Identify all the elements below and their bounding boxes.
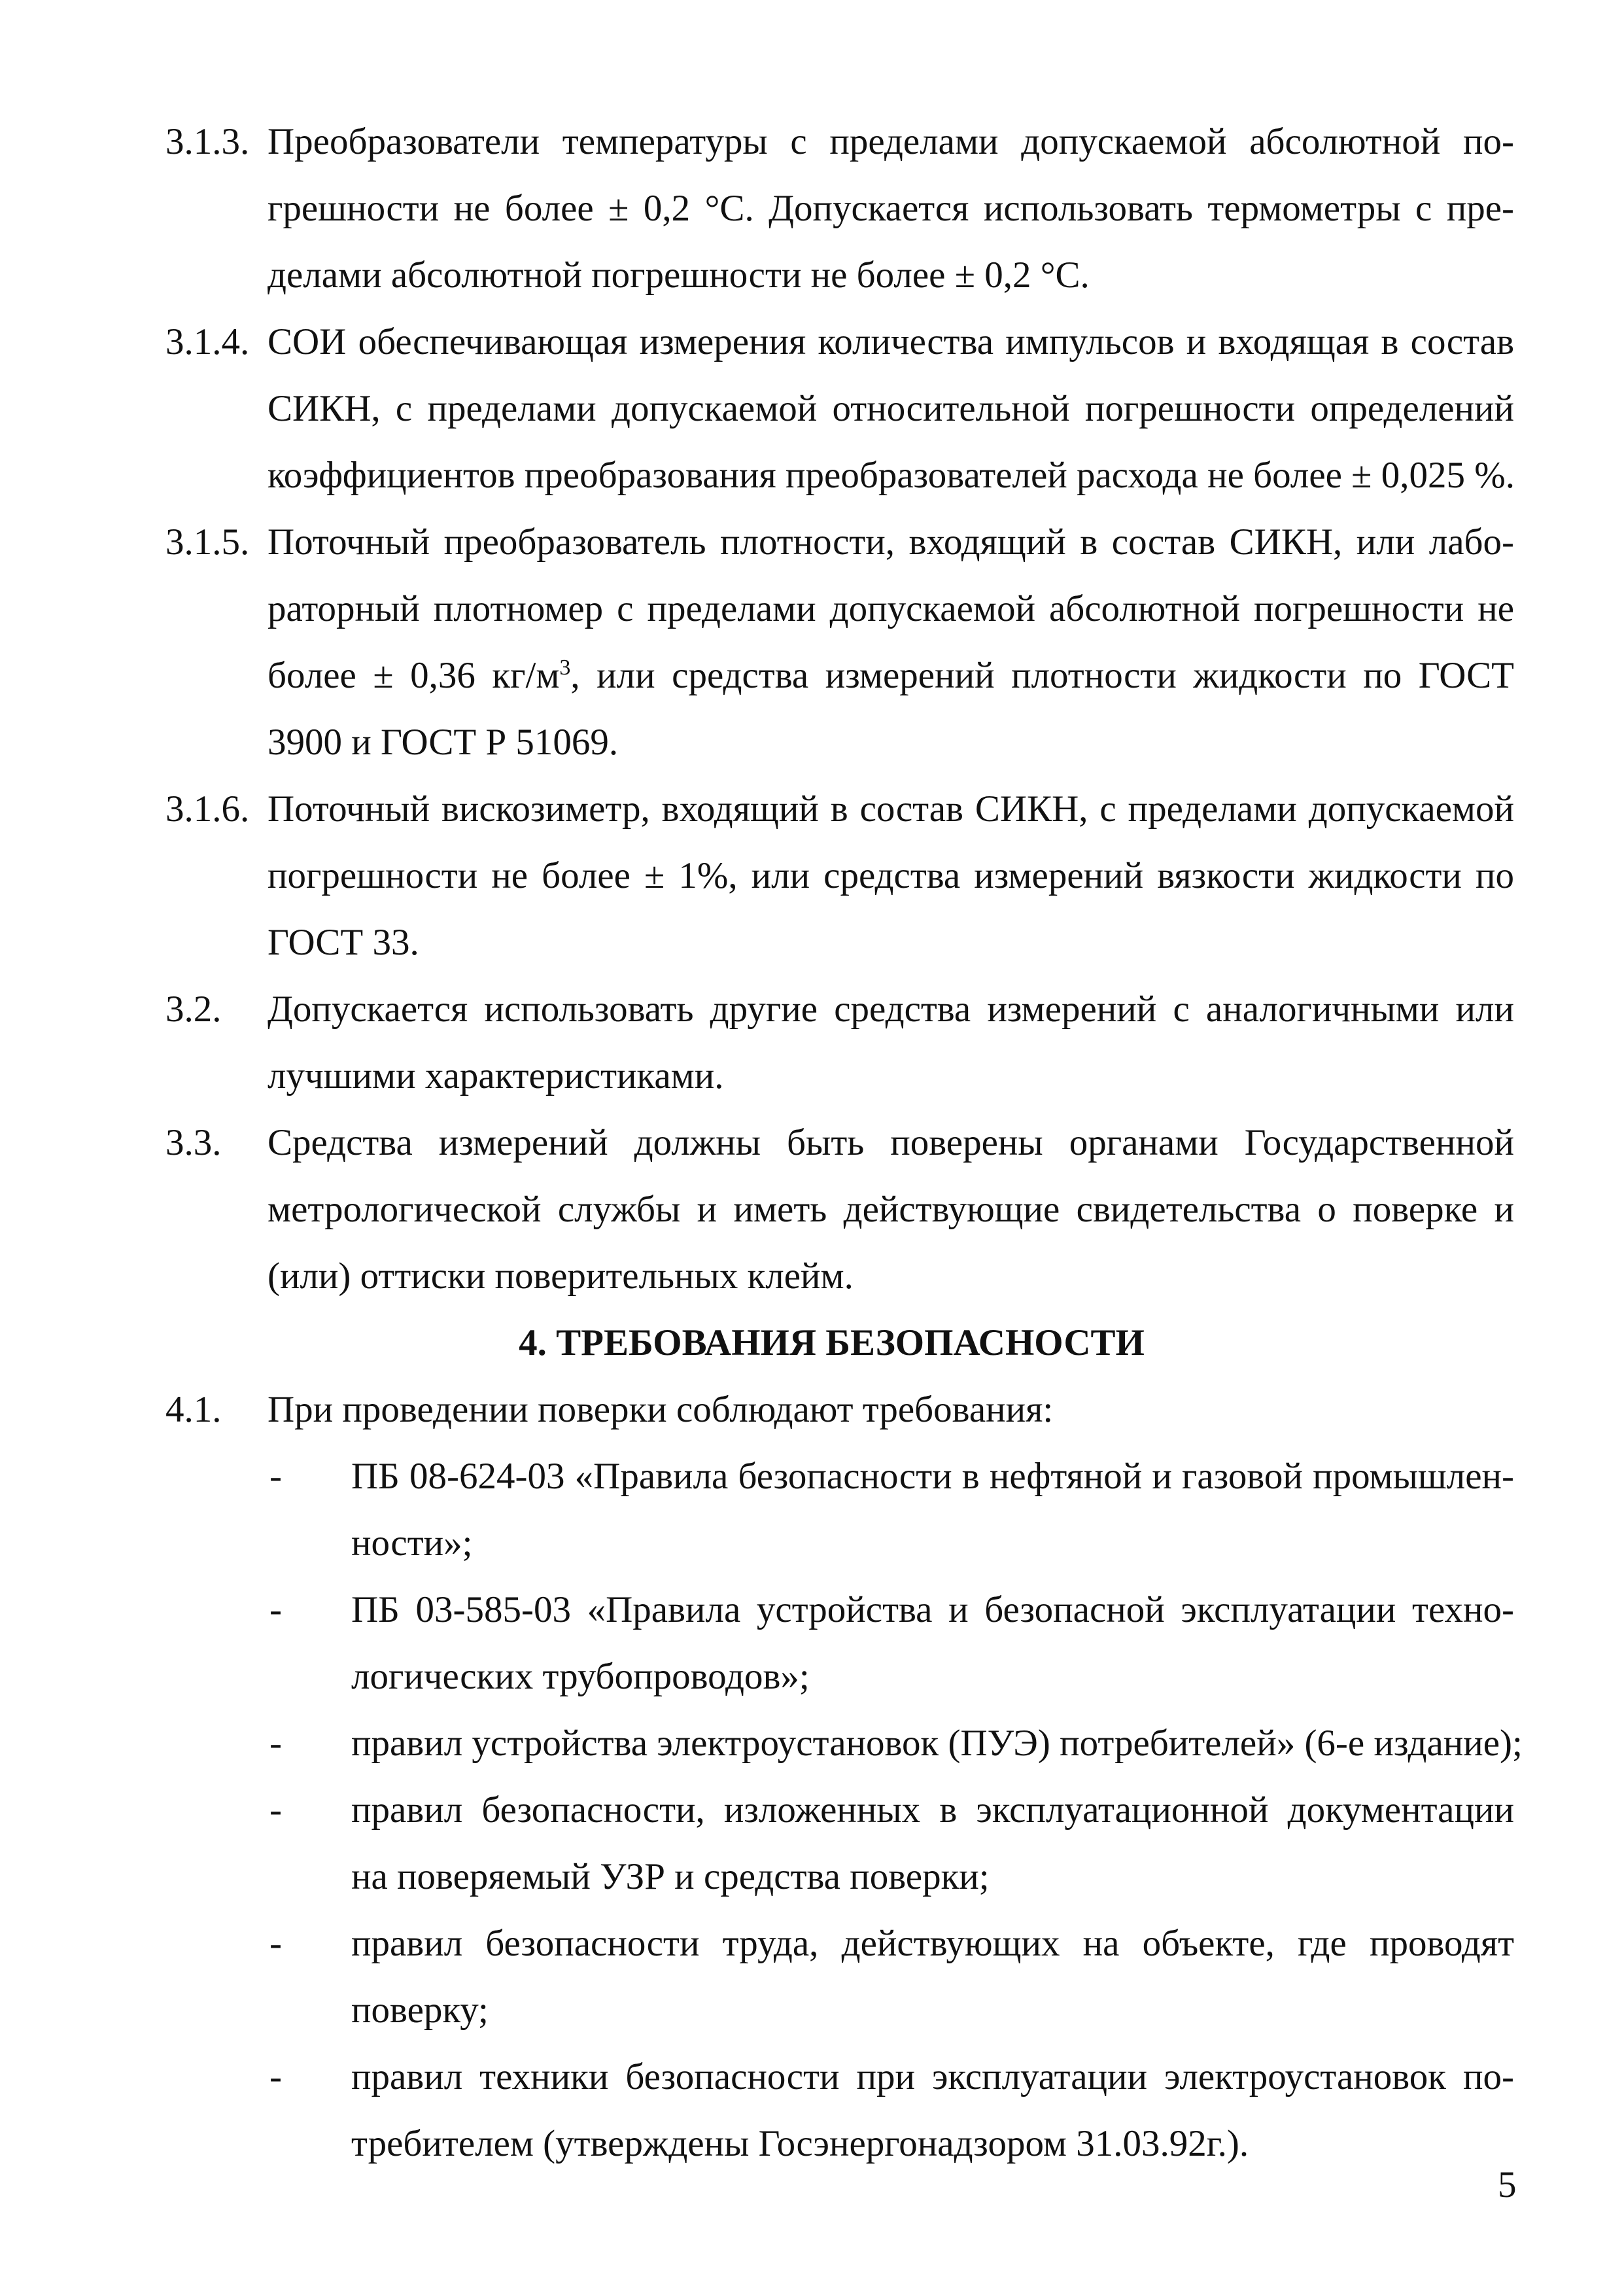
text-line: Поточный преобразователь плотности, входящий в состав СИКН, или лабо- <box>268 521 1514 563</box>
clause-3-1-3 <box>0 109 1624 309</box>
list-item <box>0 2044 1624 2177</box>
text-line: погрешности не более ± 1%, или средства измерений вязкости жидкости по <box>268 855 1514 896</box>
text-line: грешности не более ± 0,2 °С. Допускается использовать термометры с пре- <box>268 188 1514 229</box>
clause-number: 3.1.3. <box>165 121 250 162</box>
text-fragment: более ± 0,36 кг/м <box>268 655 560 696</box>
list-item <box>0 1777 1624 1910</box>
clause-number: 4.1. <box>165 1389 222 1430</box>
clause-3-1-4 <box>0 309 1624 509</box>
clause-number: 3.1.5. <box>165 521 250 563</box>
text-line: Поточный вискозиметр, входящий в состав СИКН, с пределами допускаемой <box>268 788 1514 830</box>
text-line: ПБ 03-585-03 «Правила устройства и безопасной эксплуатации техно- <box>351 1589 1514 1630</box>
text-line: на поверяемый УЗР и средства поверки; <box>351 1856 990 1897</box>
bullet-dash: - <box>269 1456 282 1497</box>
text-line: делами абсолютной погрешности не более ± 0,2 °С. <box>268 254 1090 296</box>
text-line: ности»; <box>351 1522 473 1564</box>
text-line: правил безопасности труда, действующих на объекте, где проводят <box>351 1923 1514 1964</box>
text-line: (или) оттиски поверительных клейм. <box>268 1255 854 1297</box>
text-line: метрологической службы и иметь действующие свидетельства о поверке и <box>268 1189 1514 1230</box>
text-line: ПБ 08-624-03 «Правила безопасности в нефтяной и газовой промышлен- <box>351 1456 1514 1497</box>
text-line: Допускается использовать другие средства измерений с аналогичными или <box>268 989 1514 1030</box>
list-item <box>0 1910 1624 2044</box>
text-line: коэффициентов преобразования преобразователей расхода не более ± 0,025 %. <box>268 455 1515 496</box>
text-line: поверку; <box>351 1990 489 2031</box>
bullet-dash: - <box>269 2056 282 2097</box>
bullet-dash: - <box>269 1589 282 1630</box>
clause-number: 3.1.4. <box>165 321 250 362</box>
text-line: требителем (утверждены Госэнергонадзором 31.03.92г.). <box>351 2123 1249 2164</box>
clause-3-1-6 <box>0 776 1624 976</box>
text-line: СИКН, с пределами допускаемой относительной погрешности определений <box>268 388 1514 429</box>
requirements-list <box>0 1443 1624 2177</box>
text-line: Преобразователи температуры с пределами допускаемой абсолютной по- <box>268 121 1514 162</box>
text-line: раторный плотномер с пределами допускаемой абсолютной погрешности не <box>268 588 1514 629</box>
clause-number: 3.2. <box>165 989 222 1030</box>
text-line: лучшими характеристиками. <box>268 1055 724 1096</box>
clause-number: 3.3. <box>165 1122 222 1163</box>
text-line: При проведении поверки соблюдают требования: <box>268 1389 1054 1430</box>
list-item <box>0 1710 1624 1777</box>
text-line: Средства измерений должны быть поверены органами Государственной <box>268 1122 1514 1163</box>
text-line: правил техники безопасности при эксплуатации электроустановок по- <box>351 2056 1514 2097</box>
document-page <box>0 109 1624 2177</box>
text-fragment: , или средства измерений плотности жидкости по ГОСТ <box>570 655 1514 696</box>
clause-3-3 <box>0 1110 1624 1310</box>
text-line <box>268 642 1514 709</box>
text-line: 3900 и ГОСТ Р 51069. <box>268 722 619 763</box>
list-item <box>0 1577 1624 1710</box>
superscript: 3 <box>559 656 571 680</box>
clause-3-2 <box>0 976 1624 1110</box>
bullet-dash: - <box>269 1723 282 1764</box>
clause-4-1 <box>0 1377 1624 1443</box>
bullet-dash: - <box>269 1923 282 1964</box>
list-item <box>0 1443 1624 1577</box>
text-line: логических трубопроводов»; <box>351 1656 810 1697</box>
clause-3-1-5 <box>0 509 1624 776</box>
text-line: правил устройства электроустановок (ПУЭ) потребителей» (6-е издание); <box>351 1723 1523 1764</box>
text-line: СОИ обеспечивающая измерения количества импульсов и входящая в состав <box>268 321 1514 362</box>
clause-number: 3.1.6. <box>165 788 250 830</box>
text-line: правил безопасности, изложенных в эксплуатационной документации <box>351 1789 1514 1831</box>
bullet-dash: - <box>269 1789 282 1831</box>
page-number: 5 <box>1498 2164 1517 2205</box>
section-heading: 4. ТРЕБОВАНИЯ БЕЗОПАСНОСТИ <box>519 1322 1145 1363</box>
text-line: ГОСТ 33. <box>268 922 419 963</box>
